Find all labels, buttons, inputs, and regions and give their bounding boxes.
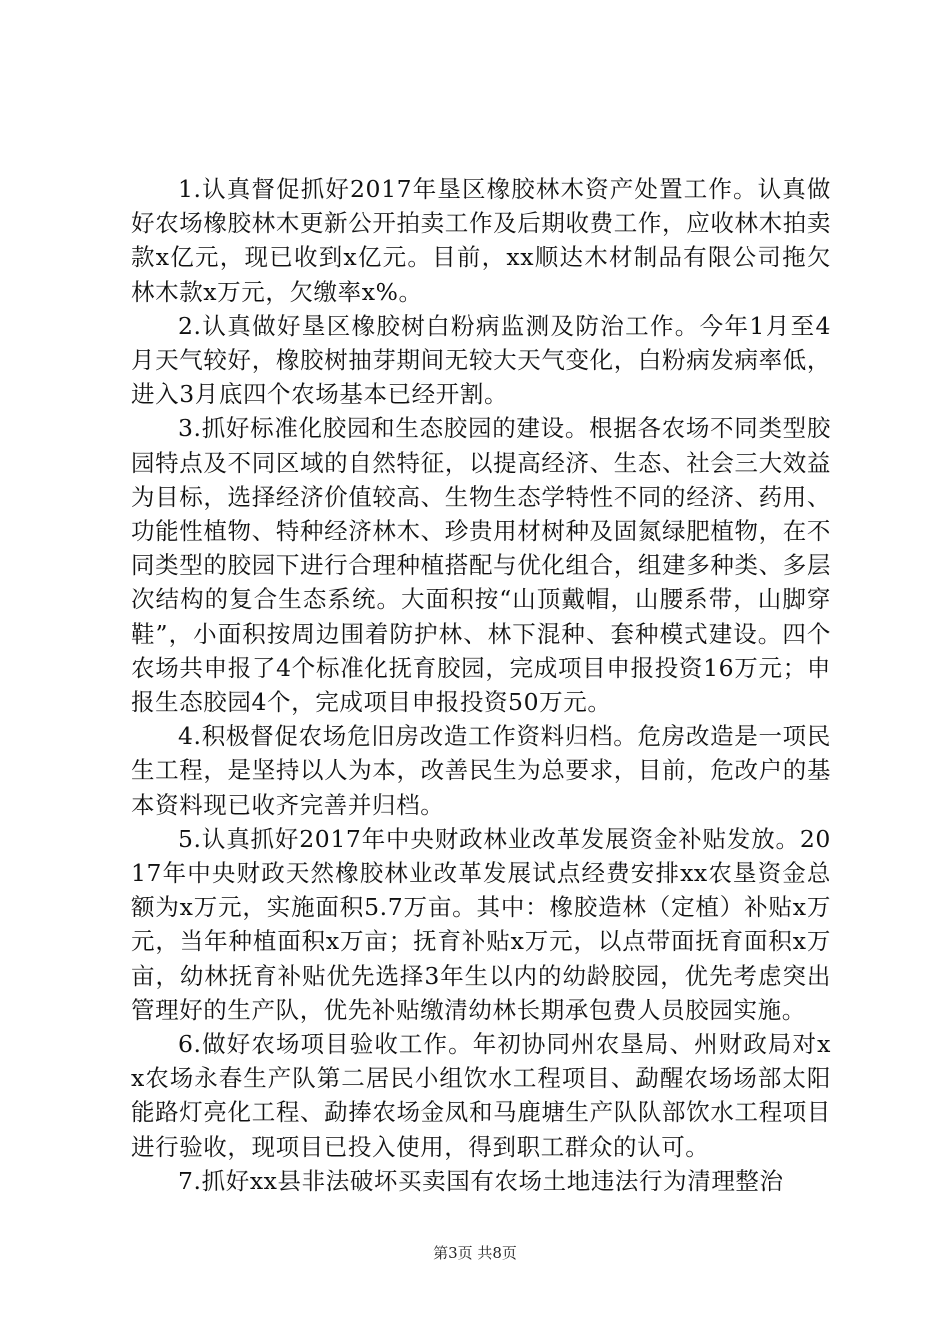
- paragraph-5: 5.认真抓好2017年中央财政林业改革发展资金补贴发放。2017年中央财政天然橡胶林业改革发展试点经费安排xx农垦资金总额为x万元，实施面积5.7万亩。其中：橡胶造林（定植）补贴x万元，当年种植面积x万亩；抚育补贴x万元，以点带面抚育面积x万亩，幼林抚育补贴优先选择3年生以内的幼龄胶园，优先考虑突出管理好的生产队，优先补贴缴清幼林长期承包费人员胶园实施。: [131, 824, 831, 1024]
- paragraph-2: 2.认真做好垦区橡胶树白粉病监测及防治工作。今年1月至4月天气较好，橡胶树抽芽期间无较大天气变化，白粉病发病率低，进入3月底四个农场基本已经开割。: [131, 311, 831, 409]
- paragraph-3: 3.抓好标准化胶园和生态胶园的建设。根据各农场不同类型胶园特点及不同区域的自然特征，以提高经济、生态、社会三大效益为目标，选择经济价值较高、生物生态学特性不同的经济、药用、功能性植物、特种经济林木、珍贵用材树种及固氮绿肥植物，在不同类型的胶园下进行合理种植搭配与优化组合，组建多种类、多层次结构的复合生态系统。大面积按“山顶戴帽，山腰系带，山脚穿鞋”，小面积按周边围着防护林、林下混种、套种模式建设。四个农场共申报了4个标准化抚育胶园，完成项目申报投资16万元；申报生态胶园4个，完成项目申报投资50万元。: [131, 414, 831, 717]
- paragraph-4: 4.积极督促农场危旧房改造工作资料归档。危房改造是一项民生工程，是坚持以人为本，改善民生为总要求，目前，危改户的基本资料现已收齐完善并归档。: [131, 722, 831, 819]
- document-body: [131, 172, 831, 1198]
- page-number-footer: 第3页 共8页: [433, 1244, 517, 1262]
- paragraph-1: 1.认真督促抓好2017年垦区橡胶林木资产处置工作。认真做好农场橡胶林木更新公开拍卖工作及后期收费工作，应收林木拍卖款x亿元，现已收到x亿元。目前，xx顺达木材制品有限公司拖欠林木款x万元，欠缴率x%。: [131, 175, 831, 306]
- paragraph-7: 7.抓好xx县非法破坏买卖国有农场土地违法行为清理整治: [178, 1166, 784, 1195]
- paragraph-6: 6.做好农场项目验收工作。年初协同州农垦局、州财政局对xx农场永春生产队第二居民小组饮水工程项目、勐醒农场场部太阳能路灯亮化工程、勐捧农场金凤和马鹿塘生产队队部饮水工程项目进行验收，现项目已投入使用，得到职工群众的认可。: [131, 1030, 831, 1161]
